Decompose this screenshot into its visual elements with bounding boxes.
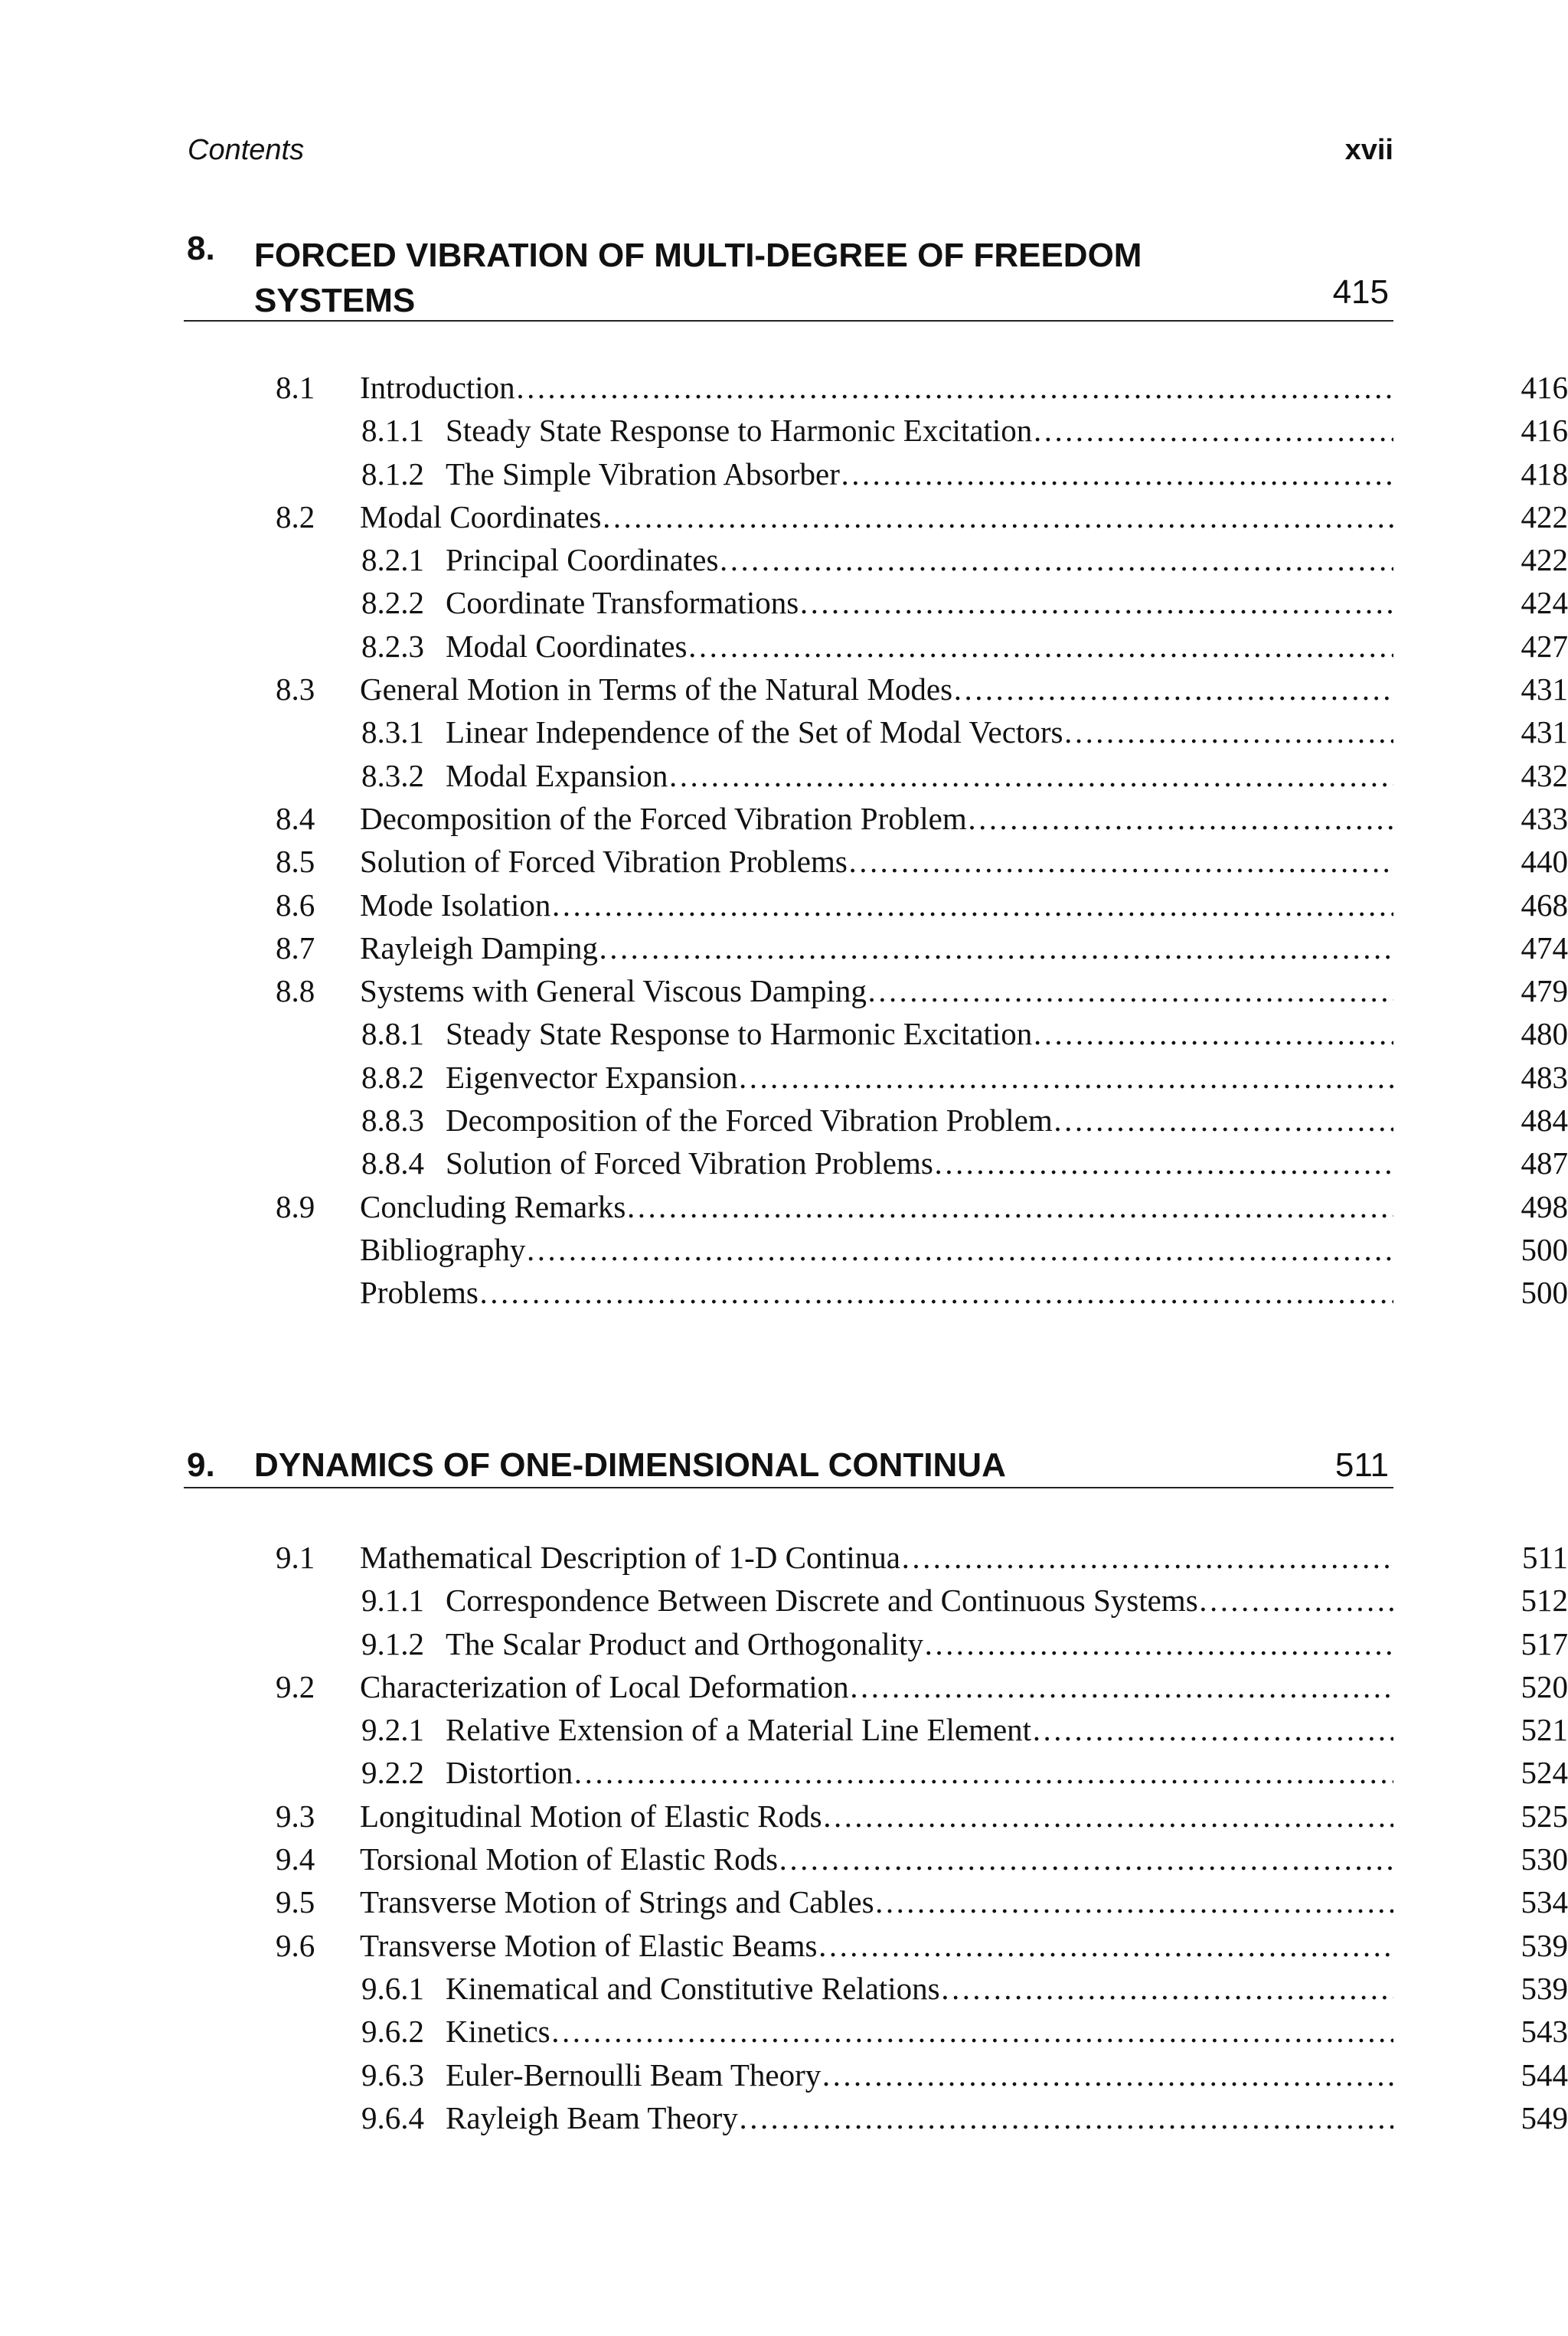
entry-page-number	[1393, 625, 1568, 668]
page-number-text: 468	[1521, 887, 1568, 923]
entry-title: Eigenvector Expansion	[446, 1059, 738, 1095]
entry-title: Correspondence Between Discrete and Continuous Systems	[446, 1583, 1198, 1619]
entry-text	[360, 884, 1393, 926]
page-number-text: 500	[1521, 1275, 1568, 1311]
entry-page-number	[1393, 1012, 1568, 1055]
entry-page-number	[1393, 1708, 1568, 1751]
dot-leader	[668, 754, 1393, 797]
page-number-text: 534	[1521, 1884, 1568, 1920]
entry-title: Characterization of Local Deformation	[360, 1668, 849, 1704]
entry-text	[360, 1838, 1393, 1880]
dot-leader	[778, 1838, 1393, 1880]
entry-title: Torsional Motion of Elastic Rods	[360, 1841, 779, 1877]
toc-entry	[0, 1185, 1568, 1228]
toc-entry	[0, 797, 1568, 840]
section-number: 9.5	[276, 1884, 315, 1920]
entry-title: The Scalar Product and Orthogonality	[446, 1625, 923, 1661]
page-number-text: 524	[1521, 1755, 1568, 1791]
entry-page-number	[1393, 1838, 1568, 1880]
dot-leader	[718, 538, 1393, 581]
dot-leader	[849, 1665, 1393, 1708]
entry-title: Modal Coordinates	[360, 498, 602, 534]
entry-page-number	[1393, 926, 1568, 969]
dot-leader	[822, 1795, 1393, 1838]
subsection-number: 9.6.1	[361, 1970, 424, 2006]
entry-title: Principal Coordinates	[446, 542, 719, 578]
entry-title: Mathematical Description of 1-D Continua	[360, 1540, 900, 1575]
entry-text	[361, 1579, 1393, 1622]
entry-page-number	[1393, 1967, 1568, 2010]
entry-text	[360, 1665, 1393, 1708]
entry-title: Problems	[360, 1275, 479, 1311]
page-number-text: 433	[1521, 800, 1568, 836]
entry-page-number	[1393, 840, 1568, 883]
dot-leader	[1198, 1579, 1393, 1622]
dot-leader	[550, 884, 1393, 926]
page-number-text: 484	[1521, 1103, 1568, 1139]
entry-page-number	[1393, 366, 1568, 409]
section-number: 9.2	[276, 1668, 315, 1704]
page-number-text: 539	[1521, 1927, 1568, 1963]
toc-entry	[0, 1228, 1568, 1271]
entry-page-number	[1393, 2096, 1568, 2139]
entry-title: Relative Extension of a Material Line Element	[446, 1712, 1032, 1748]
dot-leader	[900, 1536, 1393, 1579]
entry-title: Modal Coordinates	[446, 628, 688, 664]
page-number-text: 424	[1521, 585, 1568, 621]
entry-page-number	[1393, 1536, 1568, 1579]
toc-entry	[0, 668, 1568, 711]
toc-entry	[0, 1622, 1568, 1665]
dot-leader	[923, 1622, 1393, 1665]
section-number: 8.7	[276, 929, 315, 965]
page-number-text: 517	[1521, 1625, 1568, 1661]
entry-text	[360, 1795, 1393, 1838]
toc-entry	[0, 2053, 1568, 2096]
subsection-number: 8.8.1	[361, 1016, 424, 1052]
dot-leader	[550, 2010, 1393, 2053]
entry-title: Decomposition of the Forced Vibration Problem	[360, 800, 967, 836]
entry-title: Distortion	[446, 1755, 573, 1791]
entry-title: Transverse Motion of Strings and Cables	[360, 1884, 874, 1920]
toc-entry	[0, 840, 1568, 883]
dot-leader	[687, 625, 1393, 668]
toc-entry	[0, 1708, 1568, 1751]
dot-leader	[867, 969, 1393, 1012]
entry-text	[361, 1751, 1393, 1794]
toc-entry	[0, 625, 1568, 668]
entry-text	[361, 2053, 1393, 2096]
entry-title: Euler-Bernoulli Beam Theory	[446, 2057, 822, 2093]
toc-entry	[0, 538, 1568, 581]
subsection-number: 8.8.3	[361, 1103, 424, 1139]
entry-text	[360, 797, 1393, 840]
entry-title: Rayleigh Damping	[360, 929, 598, 965]
dot-leader	[598, 926, 1393, 969]
subsection-number: 9.1.2	[361, 1625, 424, 1661]
entry-text	[360, 1880, 1393, 1923]
page-number-text: 479	[1521, 973, 1568, 1009]
chapter-page-number: 415	[1332, 273, 1389, 311]
toc-entry	[0, 884, 1568, 926]
page-number-text: 498	[1521, 1188, 1568, 1224]
subsection-number: 8.3.2	[361, 757, 424, 793]
entry-page-number	[1393, 1622, 1568, 1665]
page-number-text: 422	[1521, 498, 1568, 534]
entry-text	[360, 926, 1393, 969]
section-number: 8.9	[276, 1188, 315, 1224]
entry-text	[360, 1536, 1393, 1579]
dot-leader	[840, 452, 1393, 495]
entry-page-number	[1393, 452, 1568, 495]
entry-title: Kinematical and Constitutive Relations	[446, 1970, 940, 2006]
entry-text	[361, 409, 1393, 452]
toc-entry	[0, 926, 1568, 969]
entry-page-number	[1393, 969, 1568, 1012]
entry-page-number	[1393, 581, 1568, 624]
dot-leader	[1032, 1012, 1393, 1055]
entry-title: Mode Isolation	[360, 887, 551, 923]
dot-leader	[601, 495, 1393, 538]
page-number-text: 418	[1521, 456, 1568, 492]
dot-leader	[1053, 1099, 1393, 1142]
entry-title: Systems with General Viscous Damping	[360, 973, 867, 1009]
dot-leader	[799, 581, 1393, 624]
toc-entry	[0, 1536, 1568, 1579]
dot-leader	[967, 797, 1393, 840]
dot-leader	[933, 1142, 1393, 1184]
entry-text	[360, 1228, 1393, 1271]
chapter-title-line-1: DYNAMICS OF ONE-DIMENSIONAL CONTINUA	[254, 1446, 1006, 1484]
entry-title: General Motion in Terms of the Natural Modes	[360, 671, 953, 707]
page-number-text: 431	[1521, 671, 1568, 707]
entry-title: Decomposition of the Forced Vibration Problem	[446, 1103, 1053, 1139]
entry-text	[360, 840, 1393, 883]
entry-text	[361, 538, 1393, 581]
section-number: 9.6	[276, 1927, 315, 1963]
entry-page-number	[1393, 1751, 1568, 1794]
running-head-title: Contents	[188, 134, 305, 166]
entry-page-number	[1393, 797, 1568, 840]
subsection-number: 9.2.1	[361, 1712, 424, 1748]
dot-leader	[817, 1924, 1393, 1967]
page-number-text: 512	[1521, 1583, 1568, 1619]
chapter-page-number: 511	[1334, 1446, 1389, 1484]
entry-title: Steady State Response to Harmonic Excitation	[446, 1016, 1033, 1052]
entry-title: Linear Independence of the Set of Modal Vectors	[446, 714, 1063, 750]
page-number-text: 544	[1521, 2057, 1568, 2093]
entry-title: Steady State Response to Harmonic Excitation	[446, 413, 1033, 449]
toc-entry	[0, 1099, 1568, 1142]
toc-entry	[0, 581, 1568, 624]
entry-title: Bibliography	[360, 1231, 526, 1267]
chapter-9-entries	[0, 1536, 1568, 2139]
entry-page-number	[1393, 409, 1568, 452]
entry-title: Introduction	[360, 370, 515, 405]
toc-entry	[0, 2096, 1568, 2139]
running-head	[188, 134, 1393, 172]
entry-text	[361, 581, 1393, 624]
section-number: 8.3	[276, 671, 315, 707]
entry-title: Solution of Forced Vibration Problems	[360, 844, 848, 880]
section-number: 8.4	[276, 800, 315, 836]
dot-leader	[1032, 409, 1393, 452]
entry-title: Modal Expansion	[446, 757, 668, 793]
entry-page-number	[1393, 538, 1568, 581]
toc-entry	[0, 495, 1568, 538]
entry-text	[361, 1142, 1393, 1184]
entry-text	[360, 1185, 1393, 1228]
page-number-text: 416	[1521, 370, 1568, 405]
page-number-text: 487	[1521, 1145, 1568, 1181]
entry-text	[361, 2096, 1393, 2139]
toc-entry	[0, 2010, 1568, 2053]
dot-leader	[848, 840, 1393, 883]
entry-title: Longitudinal Motion of Elastic Rods	[360, 1798, 822, 1834]
toc-entry	[0, 1924, 1568, 1967]
entry-text	[361, 1967, 1393, 2010]
toc-entry	[0, 409, 1568, 452]
dot-leader	[821, 2053, 1393, 2096]
subsection-number: 8.2.2	[361, 585, 424, 621]
entry-page-number	[1393, 1142, 1568, 1184]
dot-leader	[479, 1271, 1393, 1314]
toc-entry	[0, 452, 1568, 495]
page-number-text: 440	[1521, 844, 1568, 880]
section-number: 8.5	[276, 844, 315, 880]
toc-entry	[0, 754, 1568, 797]
page-number-text: 500	[1521, 1231, 1568, 1267]
page-number-text: 530	[1521, 1841, 1568, 1877]
subsection-number: 8.2.1	[361, 542, 424, 578]
entry-text	[361, 452, 1393, 495]
toc-entry	[0, 1012, 1568, 1055]
entry-title: Rayleigh Beam Theory	[446, 2099, 738, 2135]
page-number-text: 539	[1521, 1970, 1568, 2006]
entry-page-number	[1393, 1185, 1568, 1228]
entry-text	[361, 1708, 1393, 1751]
section-number: 8.2	[276, 498, 315, 534]
subsection-number: 9.6.3	[361, 2057, 424, 2093]
toc-entry	[0, 1751, 1568, 1794]
entry-text	[361, 754, 1393, 797]
chapter-number: 9.	[187, 1446, 215, 1484]
page-number-text: 521	[1521, 1712, 1568, 1748]
dot-leader	[1031, 1708, 1393, 1751]
entry-text	[360, 1924, 1393, 1967]
subsection-number: 8.3.1	[361, 714, 424, 750]
toc-entry	[0, 1967, 1568, 2010]
entry-title: Concluding Remarks	[360, 1188, 626, 1224]
section-number: 8.8	[276, 973, 315, 1009]
section-number: 8.6	[276, 887, 315, 923]
entry-text	[360, 969, 1393, 1012]
entry-page-number	[1393, 1056, 1568, 1099]
entry-text	[360, 668, 1393, 711]
toc-entry	[0, 1271, 1568, 1314]
entry-page-number	[1393, 1665, 1568, 1708]
page-number-text: 432	[1521, 757, 1568, 793]
chapter-8-entries	[0, 366, 1568, 1315]
toc-entry	[0, 1665, 1568, 1708]
dot-leader	[1063, 711, 1393, 753]
entry-page-number	[1393, 1880, 1568, 1923]
toc-entry	[0, 1579, 1568, 1622]
entry-text	[361, 625, 1393, 668]
dot-leader	[525, 1228, 1393, 1271]
dot-leader	[952, 668, 1393, 711]
dot-leader	[940, 1967, 1393, 2010]
page-number-text: 416	[1521, 413, 1568, 449]
page-number-text: 511	[1522, 1540, 1568, 1575]
entry-page-number	[1393, 1271, 1568, 1314]
entry-text	[360, 1271, 1393, 1314]
section-number: 9.1	[276, 1540, 315, 1575]
entry-title: Transverse Motion of Elastic Beams	[360, 1927, 818, 1963]
entry-page-number	[1393, 2010, 1568, 2053]
entry-text	[360, 366, 1393, 409]
toc-entry	[0, 711, 1568, 753]
chapter-number: 8.	[187, 230, 215, 267]
page-number-text: 549	[1521, 2099, 1568, 2135]
page-number-text: 474	[1521, 929, 1568, 965]
subsection-number: 9.2.2	[361, 1755, 424, 1791]
section-number: 8.1	[276, 370, 315, 405]
entry-page-number	[1393, 1579, 1568, 1622]
page-number-text: 543	[1521, 2014, 1568, 2050]
page-number-text: 525	[1521, 1798, 1568, 1834]
subsection-number: 8.8.2	[361, 1059, 424, 1095]
dot-leader	[626, 1185, 1393, 1228]
entry-page-number	[1393, 884, 1568, 926]
page-number-text: 480	[1521, 1016, 1568, 1052]
page-number-text: 427	[1521, 628, 1568, 664]
toc-entry	[0, 1795, 1568, 1838]
chapter-title-line-1: FORCED VIBRATION OF MULTI-DEGREE OF FREEDOM	[254, 237, 1142, 274]
entry-text	[361, 1622, 1393, 1665]
chapter-heading-8	[184, 230, 1393, 322]
entry-page-number	[1393, 711, 1568, 753]
entry-title: Kinetics	[446, 2014, 550, 2050]
entry-page-number	[1393, 1924, 1568, 1967]
entry-page-number	[1393, 754, 1568, 797]
toc-entry	[0, 1142, 1568, 1184]
section-number: 9.3	[276, 1798, 315, 1834]
subsection-number: 8.1.2	[361, 456, 424, 492]
entry-text	[361, 1056, 1393, 1099]
chapter-title-line-2: SYSTEMS	[254, 282, 416, 319]
subsection-number: 8.2.3	[361, 628, 424, 664]
subsection-number: 8.1.1	[361, 413, 424, 449]
entry-text	[361, 2010, 1393, 2053]
dot-leader	[737, 1056, 1393, 1099]
page-number-text: 520	[1521, 1668, 1568, 1704]
entry-title: Solution of Forced Vibration Problems	[446, 1145, 933, 1181]
subsection-number: 8.8.4	[361, 1145, 424, 1181]
entry-text	[361, 1012, 1393, 1055]
entry-text	[361, 1099, 1393, 1142]
page-number-text: 431	[1521, 714, 1568, 750]
page-number-text: 422	[1521, 542, 1568, 578]
entry-page-number	[1393, 2053, 1568, 2096]
entry-page-number	[1393, 1099, 1568, 1142]
dot-leader	[515, 366, 1393, 409]
entry-title: The Simple Vibration Absorber	[446, 456, 840, 492]
entry-page-number	[1393, 1228, 1568, 1271]
dot-leader	[874, 1880, 1393, 1923]
subsection-number: 9.6.2	[361, 2014, 424, 2050]
toc-entry	[0, 1056, 1568, 1099]
running-head-page-number: xvii	[1344, 134, 1393, 166]
entry-text	[361, 711, 1393, 753]
toc-entry	[0, 1880, 1568, 1923]
entry-text	[360, 495, 1393, 538]
entry-page-number	[1393, 1795, 1568, 1838]
subsection-number: 9.6.4	[361, 2099, 424, 2135]
entry-page-number	[1393, 668, 1568, 711]
dot-leader	[573, 1751, 1393, 1794]
toc-entry	[0, 969, 1568, 1012]
entry-title: Coordinate Transformations	[446, 585, 799, 621]
toc-entry	[0, 366, 1568, 409]
section-number: 9.4	[276, 1841, 315, 1877]
dot-leader	[738, 2096, 1393, 2139]
subsection-number: 9.1.1	[361, 1583, 424, 1619]
page-number-text: 483	[1521, 1059, 1568, 1095]
chapter-heading-9	[184, 1439, 1393, 1488]
entry-page-number	[1393, 495, 1568, 538]
toc-entry	[0, 1838, 1568, 1880]
